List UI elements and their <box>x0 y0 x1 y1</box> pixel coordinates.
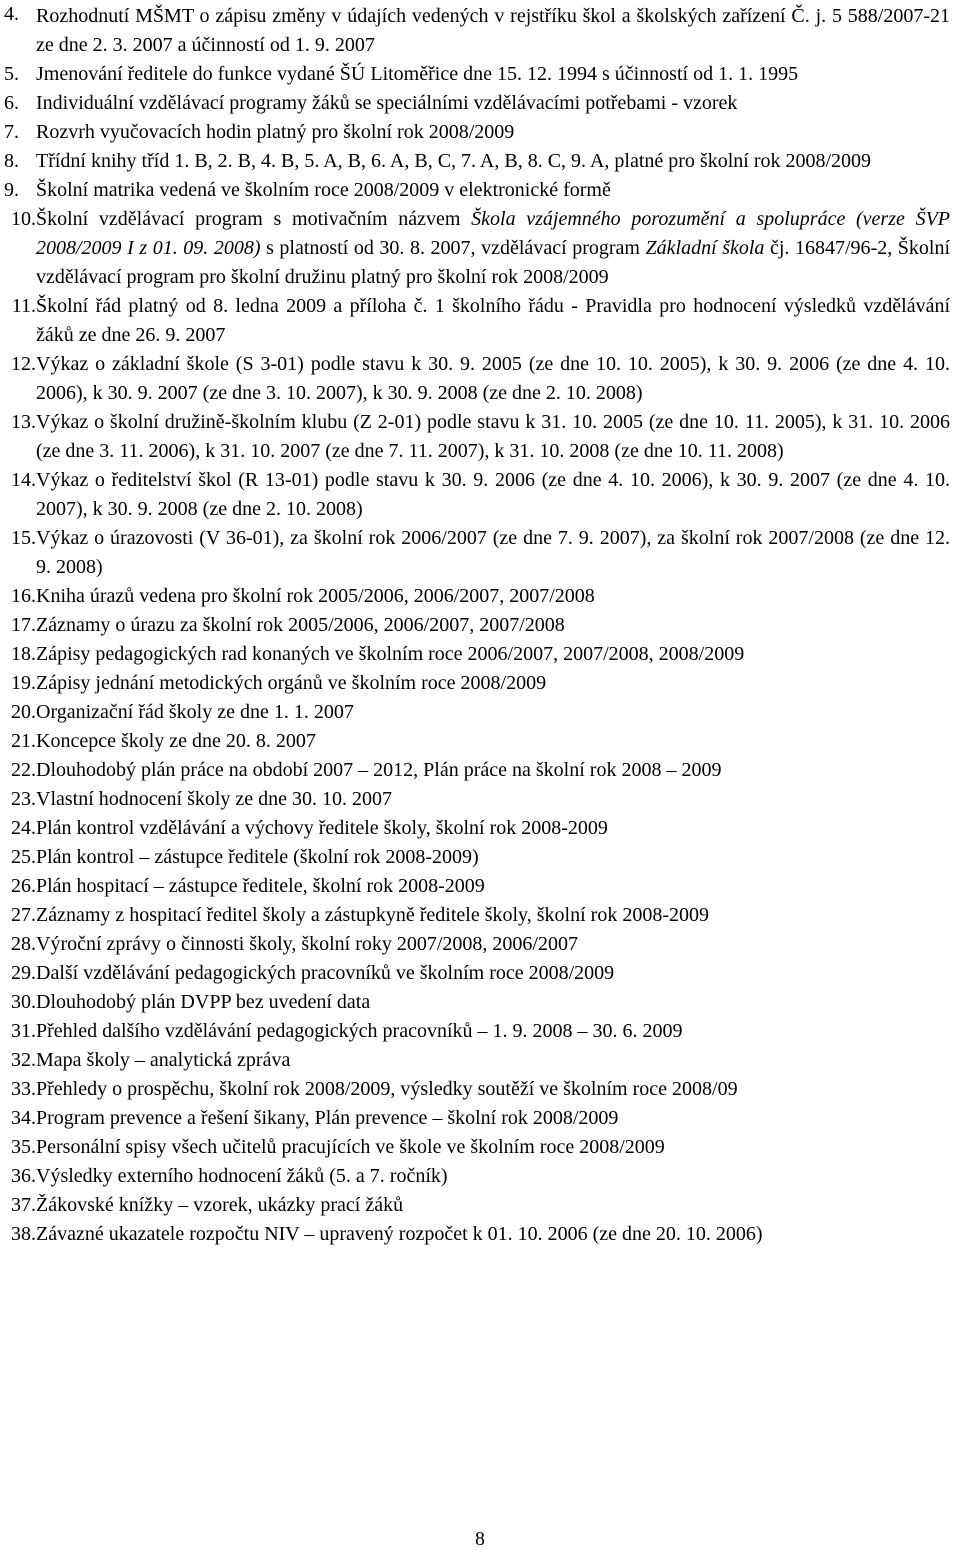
list-item <box>0 901 958 930</box>
list-item <box>0 727 958 756</box>
item-number: 26. <box>11 875 36 897</box>
item-number: 11. <box>11 295 36 317</box>
item-number: 16. <box>11 585 36 607</box>
item-text: Jmenování ředitele do funkce vydané ŠÚ Litoměřice dne 15. 12. 1994 s účinností od 1. 1. 1995 <box>36 63 799 85</box>
item-text: čj. 16847/96-2, Školní vzdělávací program pro školní družinu platný pro školní rok 2008/2009 <box>36 237 951 288</box>
item-number: 5. <box>4 63 19 85</box>
item-number: 25. <box>11 846 36 868</box>
item-text: Záznamy o úrazu za školní rok 2005/2006, 2006/2007, 2007/2008 <box>36 614 565 636</box>
item-text: Organizační řád školy ze dne 1. 1. 2007 <box>36 701 354 723</box>
item-text: Záznamy z hospitací ředitel školy a zástupkyně ředitele školy, školní rok 2008-2009 <box>36 904 709 926</box>
item-number: 20. <box>11 701 36 723</box>
item-text: Plán hospitací – zástupce ředitele, školní rok 2008-2009 <box>36 875 485 897</box>
list-item <box>0 1220 958 1249</box>
item-number: 29. <box>11 962 36 984</box>
item-number: 9. <box>4 179 19 201</box>
list-item <box>0 814 958 843</box>
item-text: Výkaz o školní družině-školním klubu (Z 2-01) podle stavu k 31. 10. 2005 (ze dne 10. 11. 2005), k 31. 10. 2006 (ze dne 3. 11. 2006), k 31. 10. 2007 (ze dne 7. 11. 2007), k 31. 10. 2008 (ze dne 10. 11. 2008) <box>36 411 950 462</box>
list-item <box>0 1162 958 1191</box>
item-text: Zápisy jednání metodických orgánů ve školním roce 2008/2009 <box>36 672 547 694</box>
item-number: 34. <box>11 1107 36 1129</box>
item-number: 28. <box>11 933 36 955</box>
item-number: 15. <box>11 527 36 549</box>
item-number: 30. <box>11 991 36 1013</box>
program-name: Základní škola <box>645 237 765 259</box>
item-text: Vlastní hodnocení školy ze dne 30. 10. 2007 <box>36 788 393 810</box>
list-item <box>0 466 958 524</box>
item-number: 18. <box>11 643 36 665</box>
list-item <box>0 872 958 901</box>
item-number: 35. <box>11 1136 36 1158</box>
list-item <box>0 0 958 60</box>
item-text: Program prevence a řešení šikany, Plán prevence – školní rok 2008/2009 <box>36 1107 619 1129</box>
item-text: Třídní knihy tříd 1. B, 2. B, 4. B, 5. A, B, 6. A, B, C, 7. A, B, 8. C, 9. A, platné pro školní rok 2008/2009 <box>36 150 872 172</box>
list-item <box>0 1075 958 1104</box>
item-text: Žákovské knížky – vzorek, ukázky prací žáků <box>36 1194 404 1216</box>
item-number: 19. <box>11 672 36 694</box>
item-number: 13. <box>11 411 36 433</box>
item-text: Školní matrika vedená ve školním roce 2008/2009 v elektronické formě <box>36 179 611 201</box>
program-title: Škola vzájemného porozumění a spolupráce (verze ŠVP 2008/2009 I z 01. 09. 2008) <box>36 208 950 259</box>
item-number: 36. <box>11 1165 36 1187</box>
list-item <box>0 205 958 292</box>
item-number: 22. <box>11 759 36 781</box>
item-text: Mapa školy – analytická zpráva <box>36 1049 291 1071</box>
item-number: 37. <box>11 1194 36 1216</box>
item-text: Školní řád platný od 8. ledna 2009 a příloha č. 1 školního řádu - Pravidla pro hodnocení výsledků vzdělávání žáků ze dne 26. 9. 2007 <box>36 295 950 346</box>
list-item <box>0 1046 958 1075</box>
item-number: 8. <box>4 150 19 172</box>
item-number: 6. <box>4 92 19 114</box>
item-number: 27. <box>11 904 36 926</box>
item-text: Výkaz o základní škole (S 3-01) podle stavu k 30. 9. 2005 (ze dne 10. 10. 2005), k 30. 9. 2006 (ze dne 4. 10. 2006), k 30. 9. 2007 (ze dne 3. 10. 2007), k 30. 9. 2008 (ze dne 2. 10. 2008) <box>36 353 950 404</box>
item-number: 4. <box>4 3 19 25</box>
item-text: Koncepce školy ze dne 20. 8. 2007 <box>36 730 316 752</box>
item-text: Přehled dalšího vzdělávání pedagogických pracovníků – 1. 9. 2008 – 30. 6. 2009 <box>36 1020 683 1042</box>
item-number: 12. <box>11 353 36 375</box>
item-text: Výroční zprávy o činnosti školy, školní roky 2007/2008, 2006/2007 <box>36 933 578 955</box>
item-number: 23. <box>11 788 36 810</box>
item-number: 31. <box>11 1020 36 1042</box>
list-item <box>0 988 958 1017</box>
item-number: 24. <box>11 817 36 839</box>
list-item <box>0 582 958 611</box>
item-number: 33. <box>11 1078 36 1100</box>
list-item <box>0 60 958 89</box>
list-item <box>0 118 958 147</box>
item-text: Rozhodnutí MŠMT o zápisu změny v údajích vedených v rejstříku škol a školských zařízení Č. j. 5 588/2007-21 ze dne 2. 3. 2007 a účinností od 1. 9. 2007 <box>36 5 950 56</box>
list-item <box>0 1133 958 1162</box>
list-item <box>0 176 958 205</box>
list-item <box>0 1191 958 1220</box>
page-number: 8 <box>475 1528 485 1550</box>
list-item <box>0 785 958 814</box>
item-text: Personální spisy všech učitelů pracujících ve škole ve školním roce 2008/2009 <box>36 1136 665 1158</box>
list-item <box>0 959 958 988</box>
list-item <box>0 524 958 582</box>
item-text: Rozvrh vyučovacích hodin platný pro školní rok 2008/2009 <box>36 121 515 143</box>
item-text: Závazné ukazatele rozpočtu NIV – upravený rozpočet k 01. 10. 2006 (ze dne 20. 10. 2006) <box>36 1223 763 1245</box>
item-text: Dlouhodobý plán práce na období 2007 – 2012, Plán práce na školní rok 2008 – 2009 <box>36 759 722 781</box>
item-text: Zápisy pedagogických rad konaných ve školním roce 2006/2007, 2007/2008, 2008/2009 <box>36 643 745 665</box>
item-number: 17. <box>11 614 36 636</box>
list-item <box>0 640 958 669</box>
item-text: Další vzdělávání pedagogických pracovníků ve školním roce 2008/2009 <box>36 962 615 984</box>
item-number: 21. <box>11 730 36 752</box>
list-item <box>0 843 958 872</box>
item-text: Kniha úrazů vedena pro školní rok 2005/2006, 2006/2007, 2007/2008 <box>36 585 595 607</box>
list-item <box>0 89 958 118</box>
item-text: Plán kontrol – zástupce ředitele (školní rok 2008-2009) <box>36 846 479 868</box>
list-item <box>0 147 958 176</box>
item-text: Školní vzdělávací program s motivačním názvem <box>36 208 472 230</box>
item-text: Dlouhodobý plán DVPP bez uvedení data <box>36 991 371 1013</box>
list-item <box>0 669 958 698</box>
item-text: Výkaz o ředitelství škol (R 13-01) podle stavu k 30. 9. 2006 (ze dne 4. 10. 2006), k 30. 9. 2007 (ze dne 4. 10. 2007), k 30. 9. 2008 (ze dne 2. 10. 2008) <box>36 469 950 520</box>
list-item <box>0 698 958 727</box>
list-item <box>0 1104 958 1133</box>
item-number: 10. <box>11 208 36 230</box>
item-text: Výsledky externího hodnocení žáků (5. a 7. ročník) <box>36 1165 448 1187</box>
item-number: 38. <box>11 1223 36 1245</box>
item-number: 14. <box>11 469 36 491</box>
item-text: Výkaz o úrazovosti (V 36-01), za školní rok 2006/2007 (ze dne 7. 9. 2007), za školní rok 2007/2008 (ze dne 12. 9. 2008) <box>36 527 950 578</box>
list-item <box>0 930 958 959</box>
item-text: Přehledy o prospěchu, školní rok 2008/2009, výsledky soutěží ve školním roce 2008/09 <box>36 1078 738 1100</box>
list-item <box>0 1017 958 1046</box>
item-number: 32. <box>11 1049 36 1071</box>
item-text: s platností od 30. 8. 2007, vzdělávací program <box>260 237 646 259</box>
list-item <box>0 408 958 466</box>
item-text: Plán kontrol vzdělávání a výchovy ředitele školy, školní rok 2008-2009 <box>36 817 608 839</box>
item-number: 7. <box>4 121 19 143</box>
list-item <box>0 611 958 640</box>
list-item <box>0 756 958 785</box>
item-text: Individuální vzdělávací programy žáků se speciálními vzdělávacími potřebami - vzorek <box>36 92 738 114</box>
list-item <box>0 292 958 350</box>
list-item <box>0 350 958 408</box>
